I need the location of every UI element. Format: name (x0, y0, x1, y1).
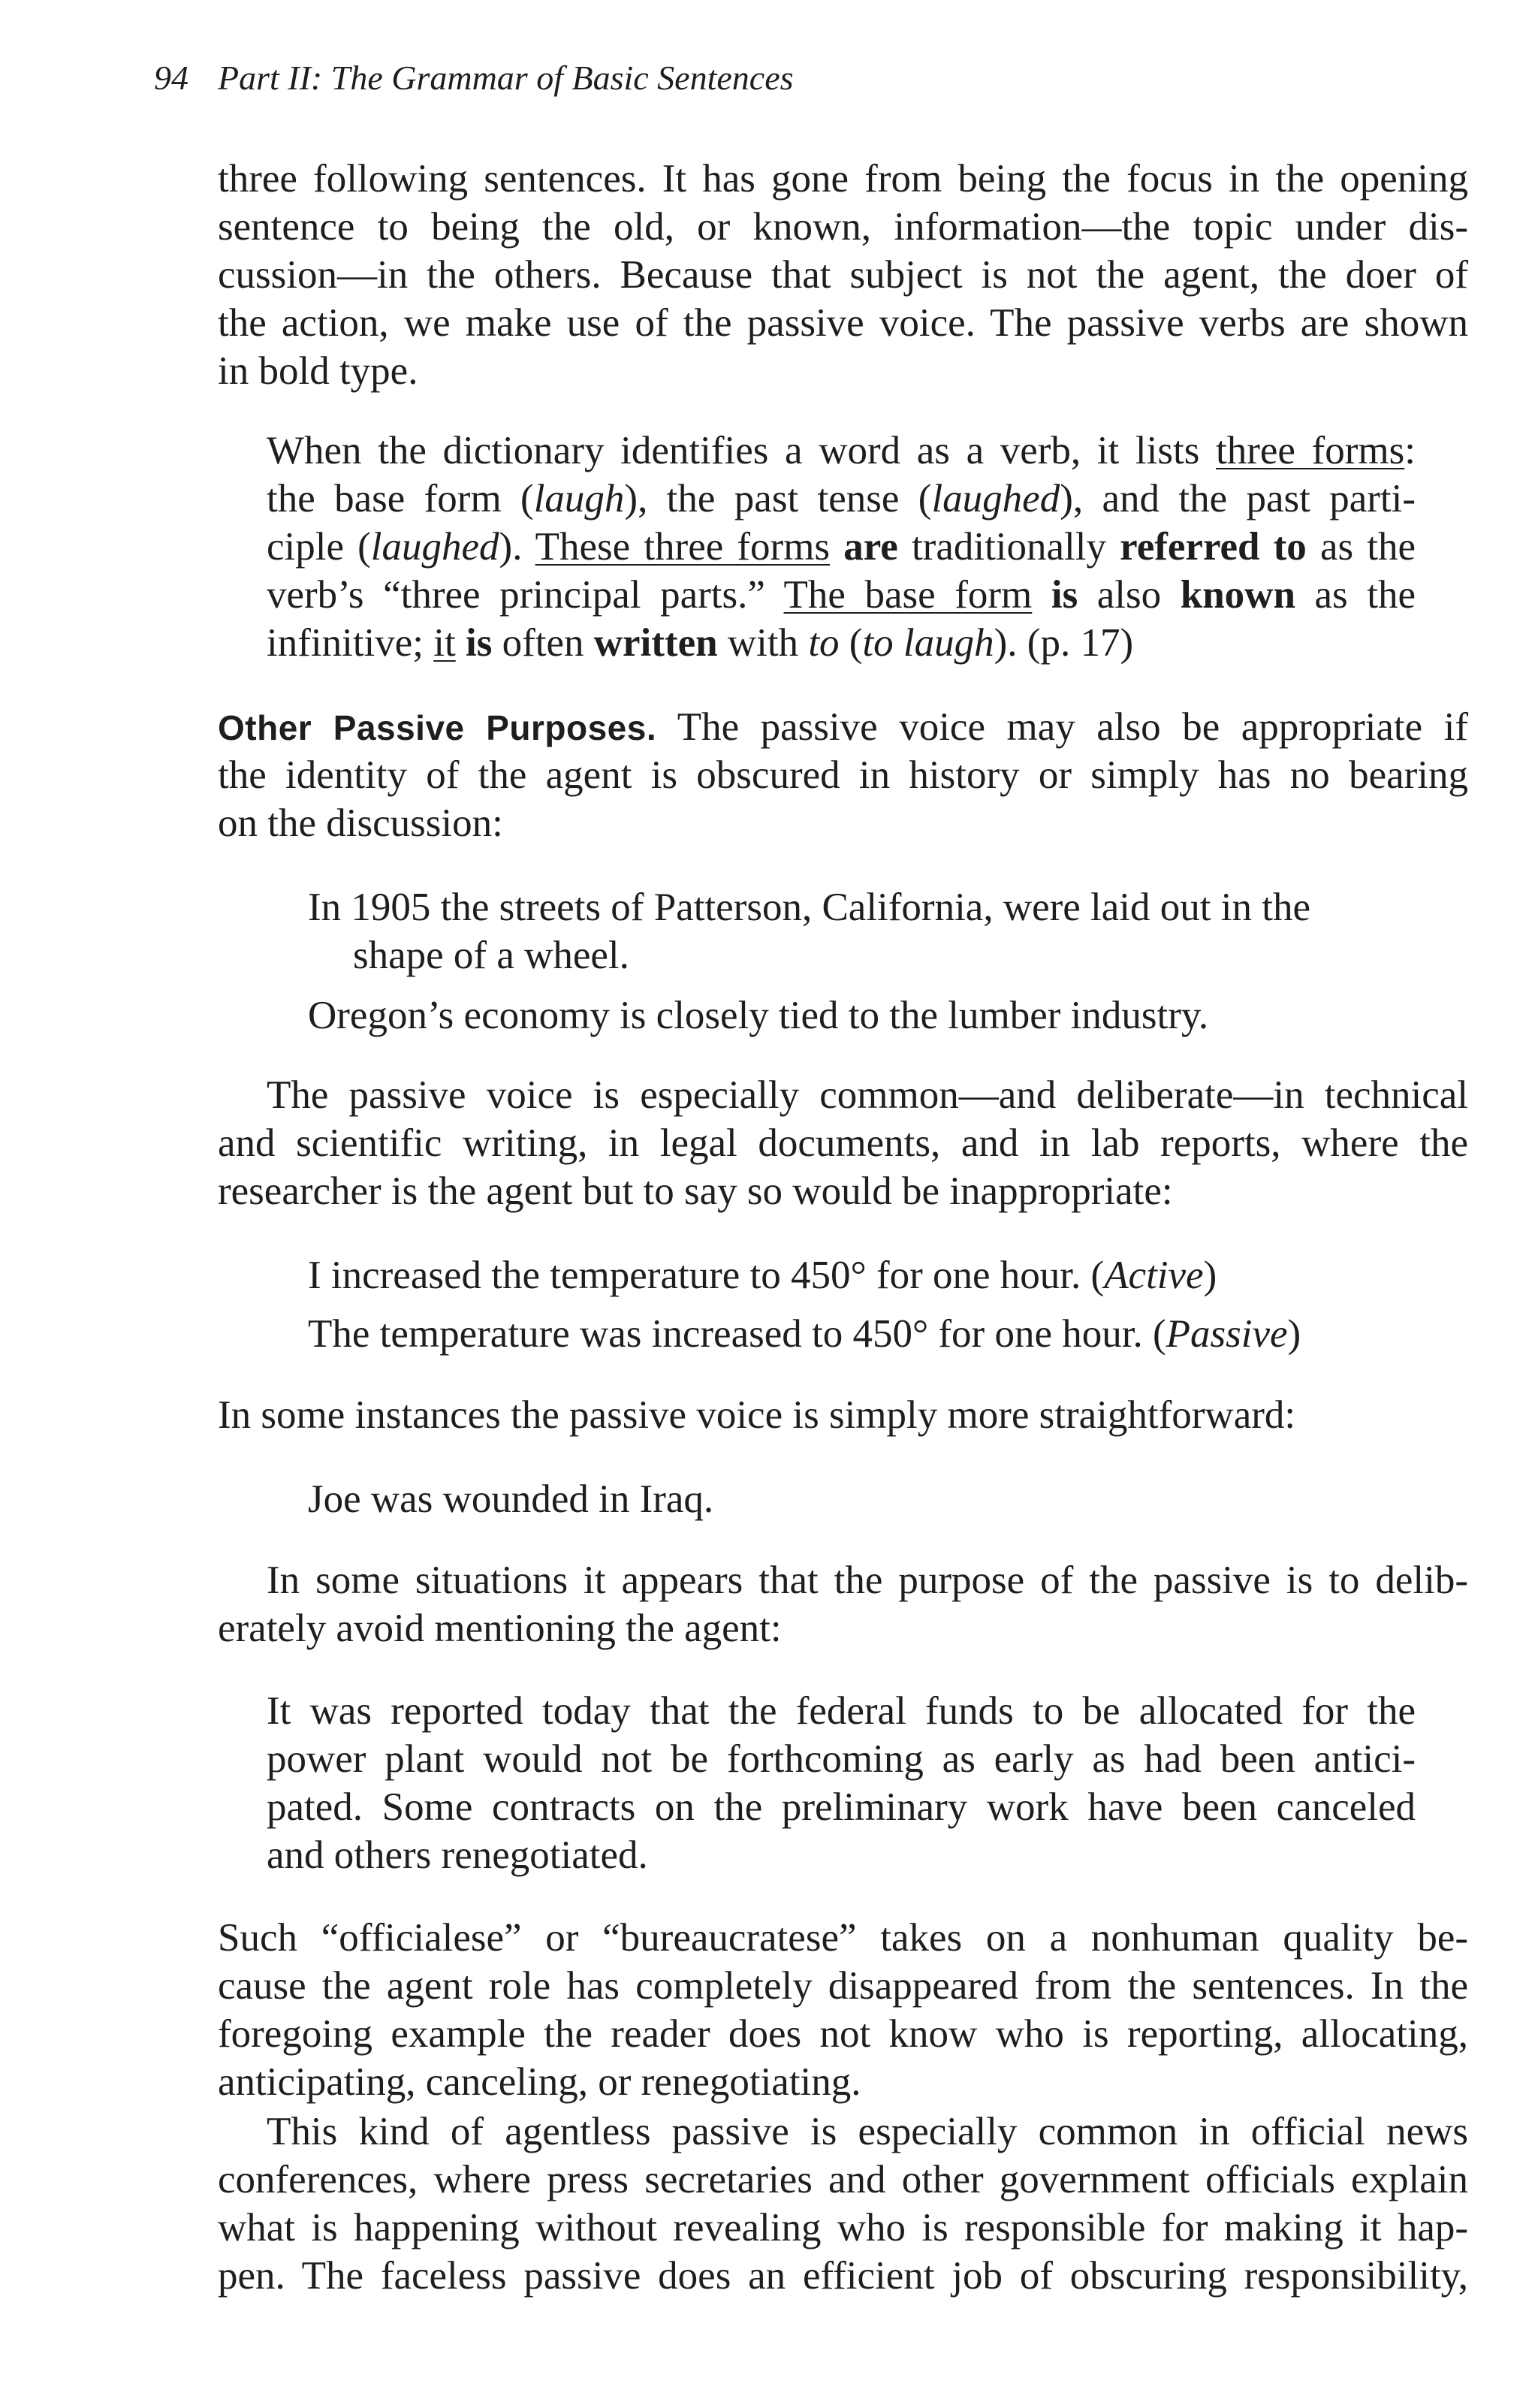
body-text-line: foregoing example the reader does not know who is reporting, allocating, (218, 2012, 1468, 2056)
body-text-line: three following sentences. It has gone from being the focus in the opening (218, 157, 1468, 201)
section-paragraph-line: Other Passive Purposes. The passive voice may also be appropriate if (218, 705, 1469, 749)
block-quote-line: When the dictionary identifies a word as a verb, it lists three forms: (267, 429, 1416, 472)
block-quote-line: verb’s “three principal parts.” The base form is also known as the (267, 573, 1416, 617)
block-quote-line: infinitive; it is often written with to (to laugh). (p. 17) (267, 621, 1134, 665)
example-line: Joe was wounded in Iraq. (308, 1477, 714, 1521)
body-text-line: cussion—in the others. Because that subject is not the agent, the doer of (218, 253, 1468, 297)
body-text-line: anticipating, canceling, or renegotiating. (218, 2060, 861, 2104)
example-line: In 1905 the streets of Patterson, California, were laid out in the (308, 886, 1310, 929)
example-line: Oregon’s economy is closely tied to the lumber industry. (308, 994, 1209, 1037)
body-text-line: what is happening without revealing who is responsible for making it hap- (218, 2206, 1468, 2250)
body-text-line: researcher is the agent but to say so would be inappropriate: (218, 1169, 1173, 1213)
body-text-line: The passive voice is especially common—and deliberate—in technical (267, 1073, 1468, 1117)
body-text-line: the action, we make use of the passive voice. The passive verbs are shown (218, 301, 1468, 345)
body-text-line: sentence to being the old, or known, information—the topic under dis- (218, 205, 1468, 249)
body-text-line: conferences, where press secretaries and other government officials explain (218, 2158, 1468, 2201)
body-text-line: the identity of the agent is obscured in history or simply has no bearing (218, 753, 1468, 797)
block-quote-line: It was reported today that the federal funds to be allocated for the (267, 1689, 1416, 1733)
section-heading: Other Passive Purposes. (218, 708, 657, 747)
body-text-line: erately avoid mentioning the agent: (218, 1607, 782, 1650)
example-line: shape of a wheel. (353, 934, 629, 977)
body-text-line: in bold type. (218, 349, 418, 393)
body-text-line: In some instances the passive voice is simply more straightforward: (218, 1393, 1296, 1437)
block-quote-line: and others renegotiated. (267, 1833, 648, 1877)
example-line: I increased the temperature to 450° for one hour. (Active) (308, 1254, 1217, 1297)
block-quote-line: power plant would not be forthcoming as early as had been antici- (267, 1737, 1416, 1781)
body-text-line: and scientific writing, in legal documents, and in lab reports, where the (218, 1121, 1468, 1165)
running-head: Part II: The Grammar of Basic Sentences (218, 59, 794, 97)
body-text-line: This kind of agentless passive is especially common in official news (267, 2110, 1468, 2153)
block-quote-line: pated. Some contracts on the preliminary work have been canceled (267, 1785, 1416, 1829)
body-text-line: In some situations it appears that the purpose of the passive is to delib- (267, 1559, 1468, 1602)
body-text-line: cause the agent role has completely disappeared from the sentences. In the (218, 1964, 1468, 2008)
body-text-line: Such “officialese” or “bureaucratese” takes on a nonhuman quality be- (218, 1916, 1468, 1960)
block-quote-line: ciple (laughed). These three forms are traditionally referred to as the (267, 525, 1416, 569)
body-text-line: pen. The faceless passive does an efficient job of obscuring responsibility, (218, 2254, 1468, 2298)
body-text-line: on the discussion: (218, 801, 503, 845)
block-quote-line: the base form (laugh), the past tense (laughed), and the past parti- (267, 477, 1416, 521)
page-number: 94 (154, 59, 188, 97)
example-line: The temperature was increased to 450° for one hour. (Passive) (308, 1312, 1301, 1356)
